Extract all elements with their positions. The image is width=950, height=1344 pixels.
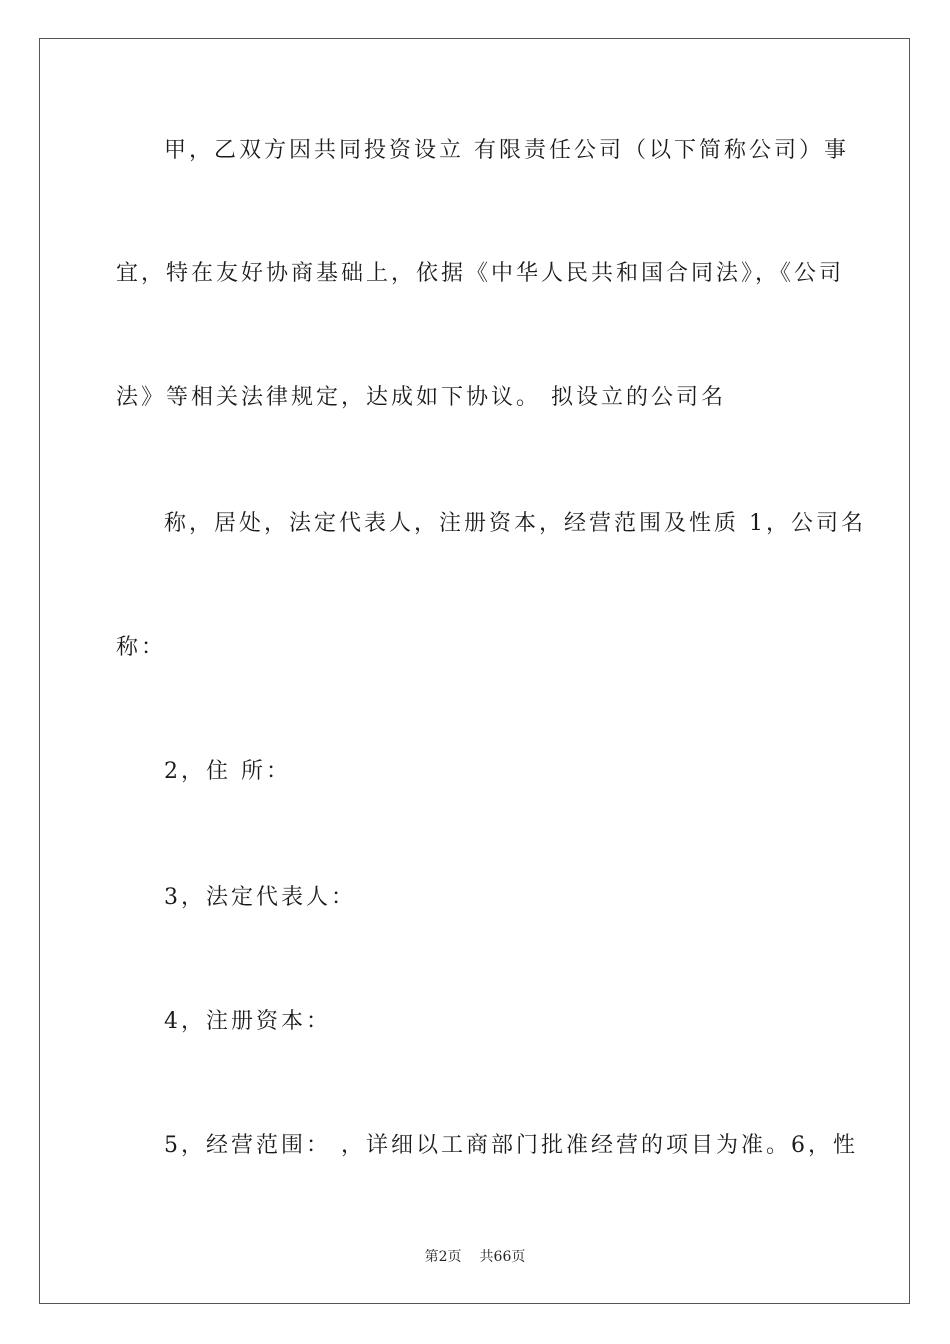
paragraph-line-1: 甲，乙双方因共同投资设立 有限责任公司（以下简称公司）事 xyxy=(164,138,849,163)
page-total: 共66页 xyxy=(479,1249,526,1265)
item-line-2: 2，住 所： xyxy=(164,759,291,784)
page-footer xyxy=(0,1246,950,1266)
paragraph-line-4: 称，居处，法定代表人，注册资本，经营范围及性质 1，公司名 xyxy=(164,511,866,536)
paragraph-line-5: 称： xyxy=(116,635,167,660)
paragraph-line-2: 宜，特在友好协商基础上，依据《中华人民共和国合同法》，《公司 xyxy=(116,261,845,286)
page-border xyxy=(39,38,910,1304)
item-line-5: 5，经营范围： ，详细以工商部门批准经营的项目为准。6，性 xyxy=(164,1133,858,1158)
item-line-3: 3，法定代表人： xyxy=(164,885,356,910)
page-current: 第2页 xyxy=(424,1249,462,1265)
item-line-4: 4，注册资本： xyxy=(164,1009,331,1034)
paragraph-line-3: 法》等相关法律规定，达成如下协议。 拟设立的公司名 xyxy=(116,385,726,410)
